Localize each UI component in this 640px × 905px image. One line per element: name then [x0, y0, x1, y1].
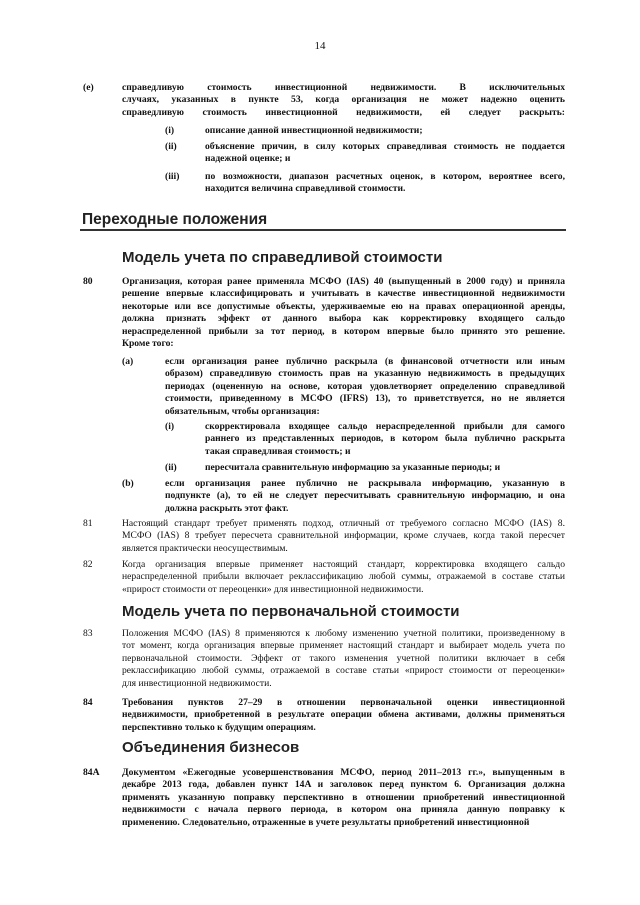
text-line: если организация ранее публично раскрыла (в финансовой отчетности или иным: [165, 356, 565, 367]
text-line: периодах (оцененную на основе, которая удовлетворяет определению справедливой: [165, 380, 565, 392]
text-line: нераспределенной прибыли за тот период, в котором впервые было принято это решение.: [122, 325, 565, 337]
paragraph-number: 84A: [83, 767, 100, 778]
subheading-cost-model: Модель учета по первоначальной стоимости: [122, 603, 460, 620]
paragraph-p84: [122, 697, 565, 734]
text-line: описание данной инвестиционной недвижимости;: [205, 125, 423, 136]
text-line: пересчитала сравнительную информацию за указанные периоды; и: [205, 462, 501, 473]
text-line: скорректировала входящее сальдо нераспределенной прибыли для самого: [205, 421, 565, 432]
text-line: для инвестиционной недвижимости.: [122, 677, 272, 689]
text-line: первоначальной стоимости. Эффект от такого изменения учетной политики включает в себя: [122, 652, 565, 664]
text-line: подпункте (а), то ей не следует пересчитывать сравнительную информацию, и она: [165, 490, 565, 502]
text-line: справедливую стоимость инвестиционной недвижимости, ей следует раскрыть:: [122, 106, 565, 118]
subheading-fair-value-model: Модель учета по справедливой стоимости: [122, 249, 443, 266]
text-line: объяснение причин, в силу которых справедливая стоимость не поддается: [205, 141, 565, 152]
paragraph-number: (b): [122, 478, 134, 489]
text-line: недвижимости, приобретенной в результате операции обмена активами, должны применяться: [122, 709, 565, 721]
paragraph-e_i: [205, 125, 565, 137]
text-line: справедливую стоимость инвестиционной недвижимости. В исключительных: [122, 82, 565, 93]
paragraph-p84A: [122, 767, 565, 829]
text-line: Положения МСФО (IAS) 8 применяются к любому изменению учетной политики, произведенному в: [122, 628, 565, 639]
text-line: если организация ранее публично не раскрывала информацию, указанную в: [165, 478, 565, 489]
paragraph-number: (i): [165, 125, 175, 136]
subheading-business-combinations: Объединения бизнесов: [122, 739, 300, 756]
text-line: надежной оценке; и: [205, 153, 291, 165]
text-line: Требования пунктов 27–29 в отношении первоначальной оценки инвестиционной: [122, 697, 565, 708]
text-line: по возможности, диапазон расчетных оценок, в котором, вероятнее всего,: [205, 171, 565, 182]
text-line: является практически неосуществимым.: [122, 542, 288, 554]
paragraph-p83: [122, 628, 565, 690]
text-line: находится величина справедливой стоимости.: [205, 183, 406, 195]
text-line: должна раскрыть этот факт.: [165, 502, 289, 514]
text-line: недвижимости с начала первого периода, в котором она приняла данную поправку к: [122, 804, 565, 816]
text-line: применять указанную поправку перспективно в отношении приобретений инвестиционной: [122, 791, 565, 803]
paragraph-number: 83: [83, 628, 93, 639]
text-line: Настоящий стандарт требует применять подход, отличный от требуемого согласно МСФО (IAS) 8.: [122, 518, 565, 529]
paragraph-number: 82: [83, 559, 93, 570]
paragraph-e: [122, 82, 565, 119]
text-line: образом) справедливую стоимость прав на указанную недвижимость в предыдущих: [165, 368, 565, 380]
paragraph-number: 84: [83, 697, 93, 708]
text-line: Документом «Ежегодные усовершенствования МСФО, период 2011–2013 гг.», выпущенным в: [122, 767, 565, 778]
text-line: решение впервые классифицировать и учитывать в качестве инвестиционной недвижимости: [122, 288, 565, 300]
paragraph-number: (i): [165, 421, 175, 432]
text-line: нераспределенной прибыли включает реклассификацию любой суммы, отражаемой в составе статьи: [122, 571, 565, 583]
text-line: раннего из представленных периодов, в котором была публично раскрыта: [205, 433, 565, 445]
paragraph-number: (a): [122, 356, 134, 367]
text-line: Кроме того:: [122, 338, 174, 350]
heading-rule: [80, 229, 566, 231]
text-line: некоторые или все допустимые объекты, удерживаемые ею на правах операционной аренды,: [122, 300, 565, 312]
paragraph-number: (ii): [165, 141, 177, 152]
text-line: такая справедливая стоимость; и: [205, 445, 351, 457]
paragraph-p80: [122, 276, 565, 351]
text-line: обязательным, чтобы организация:: [165, 405, 320, 417]
text-line: тот момент, когда организация впервые применяет настоящий стандарт и выбирает модель учета по: [122, 640, 565, 652]
paragraph-number: (e): [83, 82, 94, 93]
paragraph-number: 80: [83, 276, 93, 287]
text-line: перспективно только к будущим операциям.: [122, 721, 316, 733]
paragraph-p81: [122, 518, 565, 555]
text-line: стоимости, приведенному в МСФО (IFRS) 13), то приветствуется, но не является: [165, 393, 565, 405]
paragraph-p80_a_ii: [205, 462, 565, 474]
paragraph-p80_a_i: [205, 421, 565, 458]
paragraph-number: (ii): [165, 462, 177, 473]
text-line: Когда организация впервые применяет настоящий стандарт, корректировка входящего сальдо: [122, 559, 565, 570]
text-line: случаях, указанных в пункте 53, когда организация не может надежно оценить: [122, 94, 565, 106]
text-line: применению. Следовательно, отраженные в учете результаты приобретений инвестиционной: [122, 816, 530, 828]
paragraph-e_ii: [205, 141, 565, 166]
section-heading-transitional: Переходные положения: [82, 211, 268, 228]
text-line: декабре 2013 года, добавлен пункт 14A и заголовок перед пунктом 6. Организация должна: [122, 779, 565, 791]
paragraph-p80_b: [165, 478, 565, 515]
paragraph-number: 81: [83, 518, 93, 529]
paragraph-e_iii: [205, 171, 565, 196]
text-line: МСФО (IAS) 8 требует пересчета сравнительной информации, кроме случаев, когда такой пересчет: [122, 530, 565, 542]
text-line: Организация, которая ранее применяла МСФО (IAS) 40 (выпущенный в 2000 году) и приняла: [122, 276, 565, 287]
text-line: реклассификацию любой суммы, отражаемой в составе статьи «прирост стоимости от переоценки»: [122, 665, 565, 677]
page-number: 14: [314, 40, 326, 52]
paragraph-number: (iii): [165, 171, 180, 182]
paragraph-p82: [122, 559, 565, 596]
text-line: «прирост стоимости от переоценки» для инвестиционной недвижимости.: [122, 583, 424, 595]
text-line: должна признать эффект от данного выбора как корректировку входящего сальдо: [122, 313, 565, 325]
paragraph-p80_a: [165, 356, 565, 418]
